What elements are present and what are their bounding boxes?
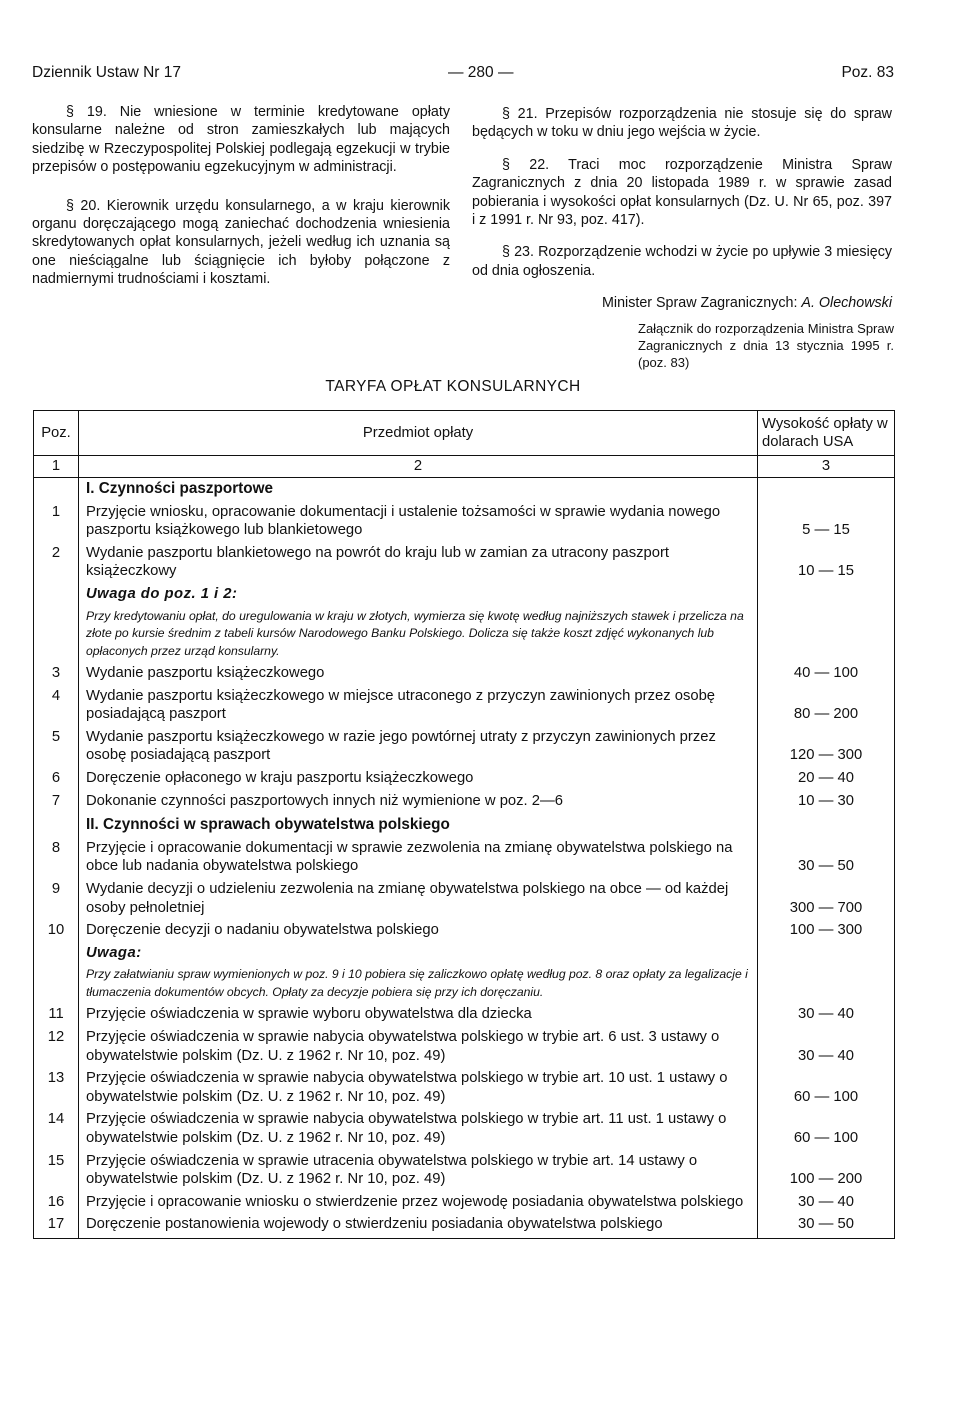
- table-body: [34, 478, 895, 1239]
- page-number: — 280 —: [448, 64, 514, 81]
- table-row: [34, 608, 895, 665]
- row-poz: 17: [34, 1215, 79, 1238]
- column-number: 3: [758, 456, 895, 478]
- column-number-row: [34, 456, 895, 478]
- row-fee: 30 — 40: [758, 1005, 895, 1028]
- row-subject: Wydanie paszportu blankietowego na powrót do kraju lub w zamian za utracony paszport książeczkowy: [79, 544, 758, 585]
- row-subject: Doręczenie postanowienia wojewody o stwierdzeniu posiadania obywatelstwa polskiego: [79, 1215, 758, 1238]
- row-poz: [34, 966, 79, 1005]
- row-subject: Wydanie decyzji o udzieleniu zezwolenia na zmianę obywatelstwa polskiego na obce — od każdej osoby pełnoletniej: [79, 880, 758, 921]
- note-text: Przy kredytowaniu opłat, do uregulowania w kraju w złotych, wymierza się kwotę według najniższych stawek i przelicza na złote po kursie średnim z tabeli kursów Narodowego Banku Polskiego. Dolicza się także koszt zdjęć wykonanych lub opłaconych przez urząd konsularny.: [79, 608, 758, 665]
- row-fee: [758, 966, 895, 1005]
- row-fee: 30 — 50: [758, 1215, 895, 1238]
- table-row: [34, 478, 895, 503]
- section-heading: II. Czynności w sprawach obywatelstwa polskiego: [79, 814, 758, 839]
- row-poz: 11: [34, 1005, 79, 1028]
- note-heading: Uwaga do poz. 1 i 2:: [79, 585, 758, 608]
- table-row: [34, 880, 895, 921]
- row-subject: Wydanie paszportu książeczkowego: [79, 664, 758, 687]
- row-poz: [34, 478, 79, 503]
- header-subject: Przedmiot opłaty: [79, 411, 758, 456]
- row-subject: Przyjęcie oświadczenia w sprawie nabycia obywatelstwa polskiego w trybie art. 10 ust. 1 ustawy o obywatelstwie polskim (Dz. U. z 1962 r. Nr 10, poz. 49): [79, 1069, 758, 1110]
- table-row: [34, 1193, 895, 1216]
- row-fee: [758, 944, 895, 967]
- row-poz: 5: [34, 728, 79, 769]
- row-fee: 40 — 100: [758, 664, 895, 687]
- signature-name: A. Olechowski: [801, 295, 892, 312]
- row-subject: Przyjęcie oświadczenia w sprawie wyboru obywatelstwa dla dziecka: [79, 1005, 758, 1028]
- paragraph-19: § 19. Nie wniesione w terminie kredytowane opłaty konsularne należne od stron zamieszkałych lub mających siedzibę w Rzeczypospolitej Polskiej podlegają egzekucji w trybie przepisów o postępowaniu egzekucyjnym w administracji.: [32, 104, 450, 176]
- row-poz: 3: [34, 664, 79, 687]
- table-row: [34, 687, 895, 728]
- table-row: [34, 839, 895, 880]
- annex-note: Załącznik do rozporządzenia Ministra Spraw Zagranicznych z dnia 13 stycznia 1995 r. (poz. 83): [638, 321, 894, 370]
- paragraph-21: § 21. Przepisów rozporządzenia nie stosuje się do spraw będących w toku w dniu jego wejścia w życie.: [472, 106, 892, 141]
- row-poz: 9: [34, 880, 79, 921]
- row-poz: 6: [34, 769, 79, 792]
- header-fee: Wysokość opłaty w dolarach USA: [758, 411, 895, 456]
- row-poz: [34, 585, 79, 608]
- tariff-title: TARYFA OPŁAT KONSULARNYCH: [325, 378, 581, 395]
- row-fee: 20 — 40: [758, 769, 895, 792]
- row-poz: 2: [34, 544, 79, 585]
- position-number: Poz. 83: [841, 64, 894, 81]
- row-poz: 8: [34, 839, 79, 880]
- table-row: [34, 664, 895, 687]
- table-row: [34, 1028, 895, 1069]
- row-poz: [34, 608, 79, 665]
- row-poz: 14: [34, 1110, 79, 1151]
- table-row: [34, 1152, 895, 1193]
- table-row: [34, 792, 895, 815]
- row-fee: 120 — 300: [758, 728, 895, 769]
- paragraph-23: § 23. Rozporządzenie wchodzi w życie po upływie 3 miesięcy od dnia ogłoszenia.: [472, 244, 892, 279]
- table-row: [34, 585, 895, 608]
- row-fee: 60 — 100: [758, 1110, 895, 1151]
- row-subject: Przyjęcie i opracowanie wniosku o stwierdzenie przez wojewodę posiadania obywatelstwa polskiego: [79, 1193, 758, 1216]
- table-row: [34, 1110, 895, 1151]
- section-heading: I. Czynności paszportowe: [79, 478, 758, 503]
- row-poz: 10: [34, 921, 79, 944]
- column-number: 2: [79, 456, 758, 478]
- row-fee: 100 — 300: [758, 921, 895, 944]
- row-poz: 12: [34, 1028, 79, 1069]
- row-poz: 16: [34, 1193, 79, 1216]
- row-fee: [758, 585, 895, 608]
- table-row: [34, 769, 895, 792]
- table-row: [34, 921, 895, 944]
- table-row: [34, 1215, 895, 1238]
- row-fee: 60 — 100: [758, 1069, 895, 1110]
- table-row: [34, 944, 895, 967]
- signature-title: Minister Spraw Zagranicznych:: [601, 295, 802, 312]
- row-fee: 100 — 200: [758, 1152, 895, 1193]
- paragraph-20: § 20. Kierownik urzędu konsularnego, a w kraju kierownik organu doręczającego mogą zaniechać dochodzenia wniesienia skredytowanych opłat konsularnych, jeżeli według ich uznania są one nieściągalne lub ściągnięcie ich byłoby połączone z nadmiernymi trudnościami i kosztami.: [32, 197, 450, 288]
- table-row: [34, 814, 895, 839]
- row-poz: 7: [34, 792, 79, 815]
- row-fee: 30 — 50: [758, 839, 895, 880]
- table-row: [34, 728, 895, 769]
- note-heading: Uwaga:: [79, 944, 758, 967]
- header-poz: Poz.: [34, 411, 79, 456]
- table-row: [34, 1005, 895, 1028]
- journal-title: Dziennik Ustaw Nr 17: [32, 64, 182, 81]
- row-fee: 300 — 700: [758, 880, 895, 921]
- table-row: [34, 966, 895, 1005]
- row-fee: 10 — 30: [758, 792, 895, 815]
- row-poz: 15: [34, 1152, 79, 1193]
- row-fee: [758, 608, 895, 665]
- row-fee: 80 — 200: [758, 687, 895, 728]
- row-poz: 4: [34, 687, 79, 728]
- column-number: 1: [34, 456, 79, 478]
- table-header-row: [34, 411, 895, 456]
- row-fee: 30 — 40: [758, 1028, 895, 1069]
- row-subject: Przyjęcie i opracowanie dokumentacji w sprawie zezwolenia na zmianę obywatelstwa polskiego na obce lub nadania obywatelstwa polskiego: [79, 839, 758, 880]
- row-subject: Doręczenie opłaconego w kraju paszportu książeczkowego: [79, 769, 758, 792]
- row-fee: 5 — 15: [758, 503, 895, 544]
- row-subject: Doręczenie decyzji o nadaniu obywatelstwa polskiego: [79, 921, 758, 944]
- row-fee: 10 — 15: [758, 544, 895, 585]
- row-poz: 1: [34, 503, 79, 544]
- tariff-table: [33, 410, 895, 1239]
- row-subject: Dokonanie czynności paszportowych innych niż wymienione w poz. 2—6: [79, 792, 758, 815]
- paragraph-22: § 22. Traci moc rozporządzenie Ministra Spraw Zagranicznych z dnia 20 listopada 1989 r. w sprawie zasad pobierania i wysokości opłat konsularnych (Dz. U. Nr 65, poz. 397 i z 1991 r. Nr 93, poz. 417).: [472, 156, 892, 229]
- row-fee: [758, 814, 895, 839]
- signature: [472, 294, 892, 312]
- right-column: [472, 105, 892, 313]
- table-row: [34, 544, 895, 585]
- row-subject: Przyjęcie wniosku, opracowanie dokumentacji i ustalenie tożsamości w sprawie wydania nowego paszportu książkowego lub blankietowego: [79, 503, 758, 544]
- row-subject: Wydanie paszportu książeczkowego w miejsce utraconego z przyczyn zawinionych przez osobę posiadającą paszport: [79, 687, 758, 728]
- table-row: [34, 503, 895, 544]
- row-fee: [758, 478, 895, 503]
- left-column: [32, 103, 450, 289]
- row-subject: Wydanie paszportu książeczkowego w razie jego powtórnej utraty z przyczyn zawinionych przez osobę posiadającą paszport: [79, 728, 758, 769]
- row-poz: 13: [34, 1069, 79, 1110]
- row-subject: Przyjęcie oświadczenia w sprawie nabycia obywatelstwa polskiego w trybie art. 11 ust. 1 ustawy o obywatelstwie polskim (Dz. U. z 1962 r. Nr 10, poz. 49): [79, 1110, 758, 1151]
- note-text: Przy załatwianiu spraw wymienionych w poz. 9 i 10 pobiera się zaliczkowo opłatę według poz. 8 oraz opłaty za legalizacje i tłumaczenia dokumentów obcych. Opłaty za decyzje pobiera się przy ich doręczaniu.: [79, 966, 758, 1005]
- row-fee: 30 — 40: [758, 1193, 895, 1216]
- row-poz: [34, 944, 79, 967]
- row-subject: Przyjęcie oświadczenia w sprawie utracenia obywatelstwa polskiego w trybie art. 14 ustawy o obywatelstwie polskim (Dz. U. z 1962 r. Nr 10, poz. 49): [79, 1152, 758, 1193]
- row-subject: Przyjęcie oświadczenia w sprawie nabycia obywatelstwa polskiego w trybie art. 6 ust. 3 ustawy o obywatelstwie polskim (Dz. U. z 1962 r. Nr 10, poz. 49): [79, 1028, 758, 1069]
- table-row: [34, 1069, 895, 1110]
- row-poz: [34, 814, 79, 839]
